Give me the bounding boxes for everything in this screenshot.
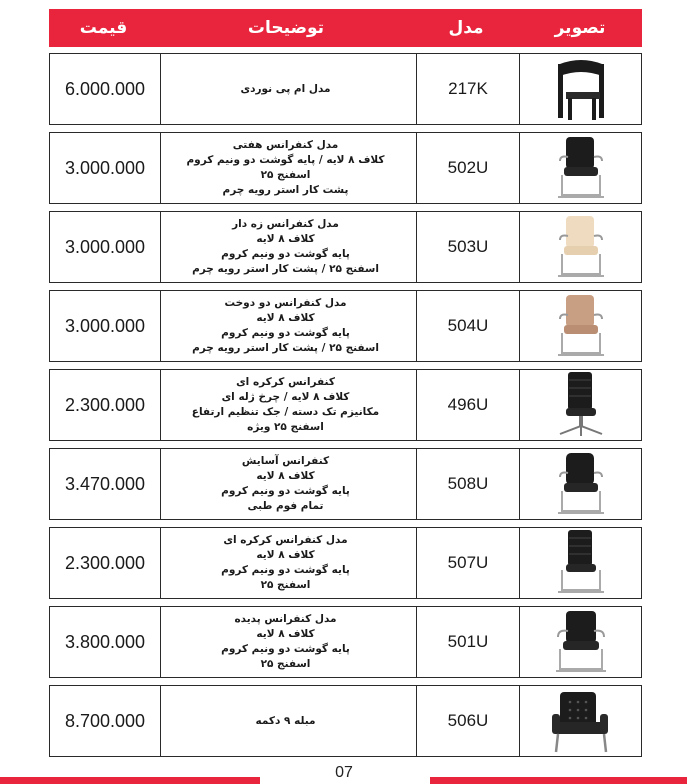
description-cell: [161, 54, 417, 124]
table-row: [49, 606, 642, 678]
description-text: مدل کنفرانس کرکره ای کلاف ۸ لایه پایه گوشت دو ونیم کروم اسفنج ۲۵: [221, 534, 350, 591]
price-cell: 2.300.000: [50, 370, 161, 440]
image-cell: [520, 607, 641, 677]
footer-accent-left: [0, 777, 260, 784]
table-row: [49, 448, 642, 520]
header-price: قیمت: [79, 18, 128, 38]
image-cell: [520, 449, 641, 519]
black-conference-chair-icon: [546, 609, 616, 675]
table-row: [49, 527, 642, 599]
model-cell: 503U: [417, 212, 520, 282]
image-cell: [520, 133, 641, 203]
price-cell: 2.300.000: [50, 528, 161, 598]
image-cell: [520, 370, 641, 440]
tufted-armchair-icon: [546, 688, 616, 754]
model-cell: 502U: [417, 133, 520, 203]
description-cell: [161, 607, 417, 677]
footer-accent-right: [430, 777, 687, 784]
table-row: [49, 685, 642, 757]
price-cell: 3.000.000: [50, 291, 161, 361]
description-cell: [161, 133, 417, 203]
description-cell: [161, 291, 417, 361]
description-text: مدل کنفرانس زه دار کلاف ۸ لایه پایه گوشت دو ونیم کروم اسفنج ۲۵ / پشت کار استر رویه چرم: [192, 218, 379, 275]
description-cell: [161, 686, 417, 756]
model-cell: 508U: [417, 449, 520, 519]
price-cell: 3.000.000: [50, 133, 161, 203]
header-image: تصویر: [554, 18, 606, 38]
image-cell: [520, 528, 641, 598]
description-cell: [161, 370, 417, 440]
tan-conference-chair-icon: [546, 293, 616, 359]
price-cell: 8.700.000: [50, 686, 161, 756]
ribbed-conference-chair-icon: [546, 530, 616, 596]
model-cell: 501U: [417, 607, 520, 677]
image-cell: [520, 686, 641, 756]
wooden-chair-icon: [546, 56, 616, 122]
header-description: توضیحات: [247, 18, 325, 38]
description-cell: [161, 528, 417, 598]
description-cell: [161, 212, 417, 282]
table-row: [49, 211, 642, 283]
table-row: [49, 132, 642, 204]
description-text: کنفرانس کرکره ای کلاف ۸ لایه / چرخ ژله ای مکانیزم تک دسته / جک تنظیم ارتفاع اسفنج ۲۵ ویژه: [191, 376, 380, 433]
price-cell: 3.470.000: [50, 449, 161, 519]
description-text: مدل ام پی نوردی: [240, 82, 331, 95]
black-conference-chair-icon: [546, 451, 616, 517]
description-cell: [161, 449, 417, 519]
table-header: [49, 9, 642, 47]
image-cell: [520, 212, 641, 282]
header-model: مدل: [448, 18, 484, 38]
model-cell: 496U: [417, 370, 520, 440]
swivel-chair-icon: [546, 372, 616, 438]
page-number: 07: [335, 764, 353, 781]
image-cell: [520, 54, 641, 124]
table-row: [49, 369, 642, 441]
price-cell: 3.800.000: [50, 607, 161, 677]
description-text: مدل کنفرانس هفتی کلاف ۸ لایه / پایه گوشت دو ونیم کروم اسفنج ۲۵ پشت کار استر رویه چرم: [186, 139, 385, 196]
table-row: [49, 290, 642, 362]
description-text: کنفرانس آسایش کلاف ۸ لایه پایه گوشت دو ونیم کروم تمام فوم طبی: [221, 455, 350, 512]
description-text: مبله ۹ دکمه: [255, 714, 316, 727]
model-cell: 506U: [417, 686, 520, 756]
model-cell: 504U: [417, 291, 520, 361]
description-text: مدل کنفرانس دو دوخت کلاف ۸ لایه پایه گوشت دو ونیم کروم اسفنج ۲۵ / پشت کار استر رویه چرم: [192, 297, 379, 354]
model-cell: 507U: [417, 528, 520, 598]
image-cell: [520, 291, 641, 361]
model-cell: 217K: [417, 54, 520, 124]
black-conference-chair-icon: [546, 135, 616, 201]
table-row: [49, 53, 642, 125]
price-cell: 6.000.000: [50, 54, 161, 124]
description-text: مدل کنفرانس پدیده کلاف ۸ لایه پایه گوشت دو ونیم کروم اسفنج ۲۵: [221, 613, 350, 670]
price-cell: 3.000.000: [50, 212, 161, 282]
cream-conference-chair-icon: [546, 214, 616, 280]
